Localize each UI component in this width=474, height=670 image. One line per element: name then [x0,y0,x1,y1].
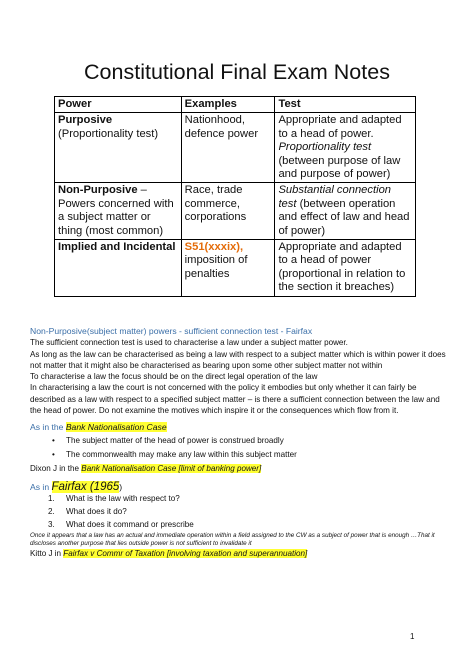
dixon-case: Bank Nationalisation Case [limit of banking power] [81,463,262,473]
powers-table [54,96,416,297]
examples-cell: Race, trade commerce, corporations [181,183,275,240]
fairfax-questions [30,493,450,531]
fairfax-case-close: ) [119,481,123,492]
table-row [55,240,416,297]
test-cell [275,183,416,240]
test-cell [275,240,416,297]
list-item: • The subject matter of the head of power is construed broadly [66,434,450,449]
header-test: Test [275,97,416,113]
bank-heading [30,422,450,433]
list-item [48,506,450,519]
examples-text: imposition of penalties [184,254,248,280]
kitto-case: Fairfax v Commr of Taxation [involving taxation and superannuation] [63,549,308,559]
list-text: What is the law with respect to? [66,494,180,504]
kitto-prefix: Kitto J in [30,549,64,559]
paragraph: To characterise a law the focus should be on the direct legal operation of the law [30,372,318,382]
header-examples: Examples [181,97,275,113]
dixon-line [30,463,450,474]
section-reference: S51(xxxix), [184,241,244,254]
dixon-prefix: Dixon J in the [30,463,82,473]
paragraph: The sufficient connection test is used to characterise a law under a subject matter power. [30,338,348,348]
power-name: Purposive [58,114,113,127]
power-cell [55,183,182,240]
list-item [48,519,450,532]
bank-case-name: Bank Nationalisation Case [65,422,167,433]
power-name: Implied and Incidental [58,241,176,254]
test-cell [275,113,416,183]
bank-heading-prefix: As in the [30,422,66,433]
test-desc: (between operation and effect of law and head of power) [278,197,410,237]
paragraph: As long as the law can be characterised as being a law with respect to a subject matter which is within power it does not matter that it might also be characterised as bearing upon some other subject matter not within [30,349,446,370]
page-title: Constitutional Final Exam Notes [84,60,390,84]
power-name: Non-Purposive [58,184,138,197]
list-item [48,493,450,506]
list-text: What does it command or prescribe [66,519,194,529]
fairfax-case-name: Fairfax (1965 [51,480,120,493]
test-text: Appropriate and adapted to a head of power. [278,114,402,140]
power-cell [55,113,182,183]
notes-body [30,326,450,560]
fairfax-quote: Once it appears that a law has an actual and immediate operation within a field assigned to the CW as a subject of power that is enough …That it discloses another purpose that lies outside power is not sufficient to invalidate it [30,531,435,548]
page-number: 1 [410,632,415,641]
list-text: What does it do? [66,507,127,517]
test-name: Proportionality test [278,141,372,154]
list-item: • The commonwealth may make any law within this subject matter [66,448,450,463]
examples-cell [181,240,275,297]
header-power: Power [55,97,182,113]
power-desc: – Powers concerned with a subject matter or thing (most common) [58,184,174,237]
fairfax-heading [30,482,450,493]
test-name: Substantial connection test [278,184,392,210]
table-row [55,183,416,240]
bank-bullets [30,434,450,463]
power-cell [55,240,182,297]
paragraph: In characterising a law the court is not concerned with the policy it embodies but only whether it can fairly be described as a law with respect to a specified subject matter – is there a sufficient connection between the law and the head of power. Do not examine the motives which inspire it or the consequences which flow from it. [30,383,440,416]
list-number: 1. [48,494,55,504]
table-header-row [55,97,416,113]
list-number: 3. [48,519,55,529]
fairfax-prefix: As in [30,481,52,492]
section-heading: Non-Purposive(subject matter) powers - sufficient connection test - Fairfax [30,326,313,336]
kitto-line [30,548,450,559]
table-row [55,113,416,183]
test-desc: (proportional in relation to the section it breaches) [278,267,406,294]
power-desc: (Proportionality test) [58,127,159,140]
list-number: 2. [48,507,55,517]
test-text: Appropriate and adapted to a head of power [278,241,402,267]
test-desc: (between purpose of law and purpose of power) [278,154,401,181]
examples-cell: Nationhood, defence power [181,113,275,183]
